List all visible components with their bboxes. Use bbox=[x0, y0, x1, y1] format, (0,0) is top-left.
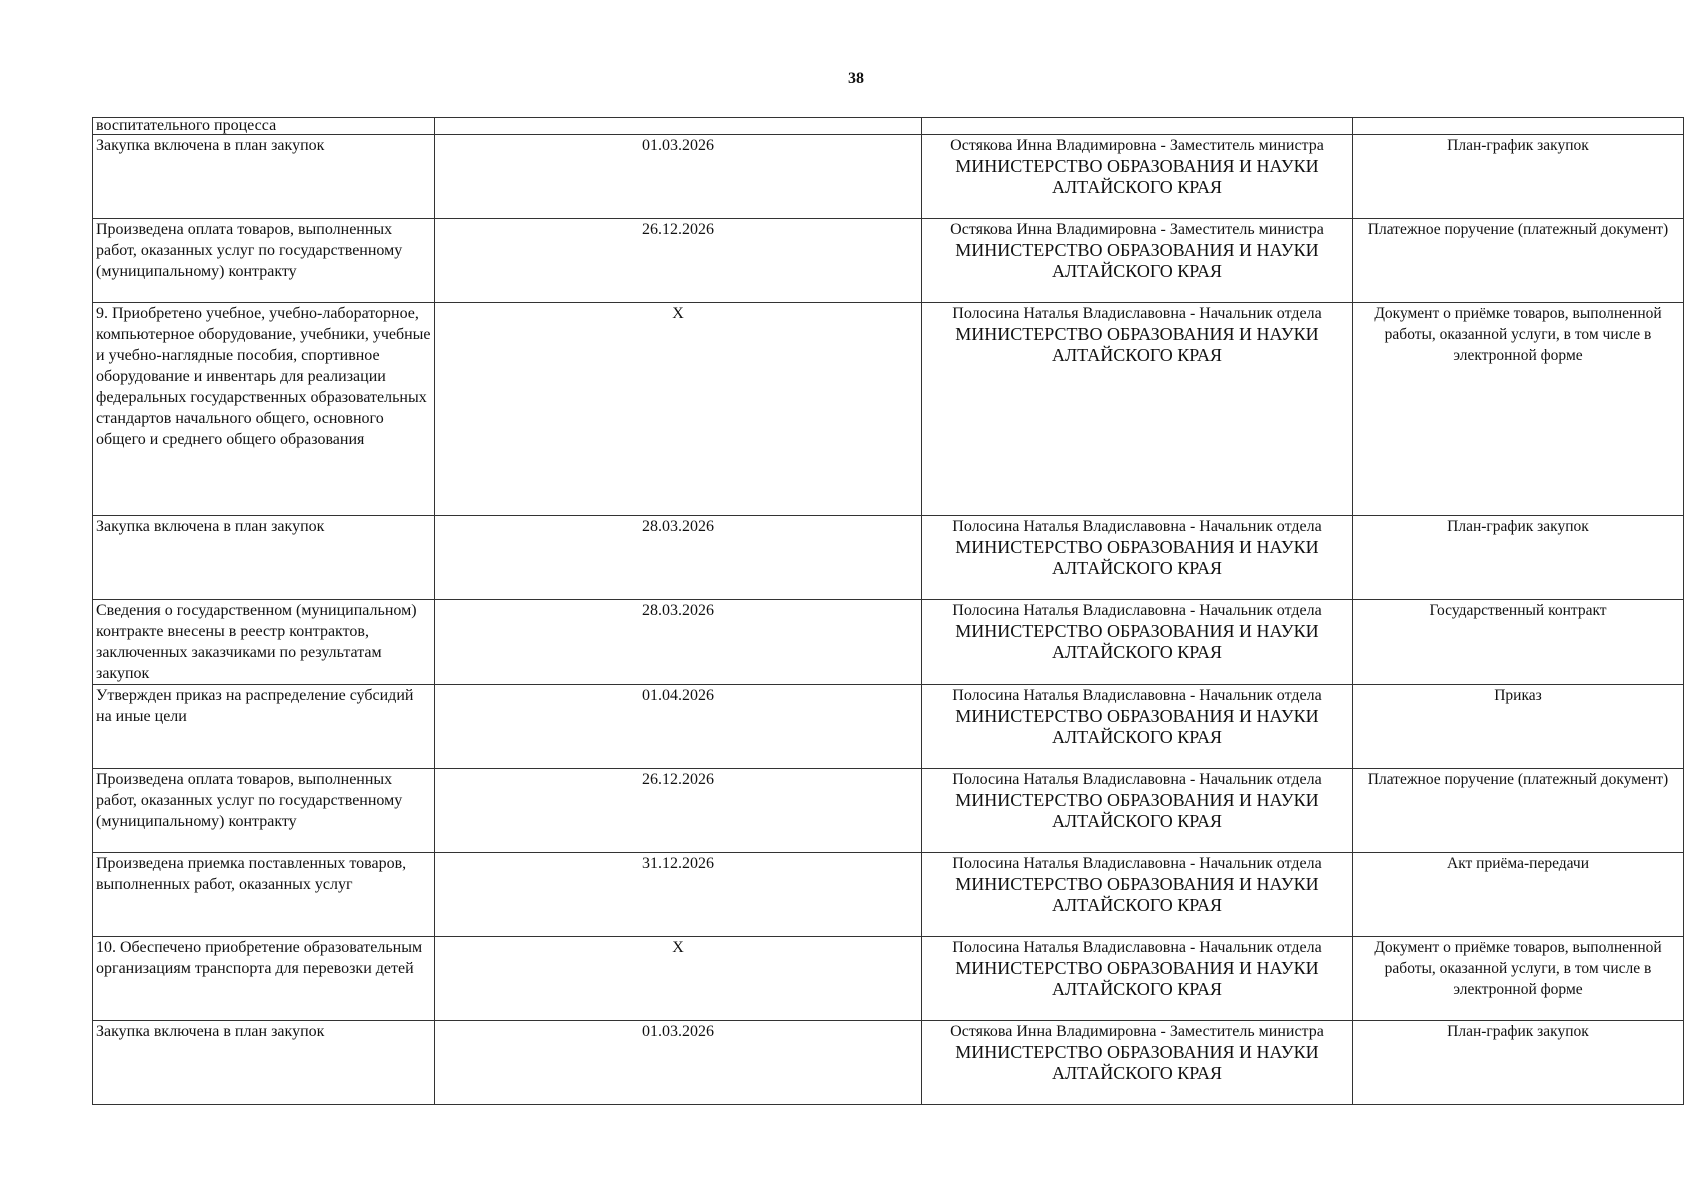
document-cell bbox=[1353, 219, 1684, 303]
table-row bbox=[93, 937, 1684, 1021]
event-cell: Закупка включена в план закупок bbox=[93, 135, 435, 219]
date-cell: 28.03.2026 bbox=[435, 600, 922, 685]
table-row bbox=[93, 516, 1684, 600]
date-cell: X bbox=[435, 937, 922, 1021]
table-row bbox=[93, 118, 1684, 135]
responsible-person: Остякова Инна Владимировна - Заместитель министра bbox=[950, 137, 1324, 154]
event-cell: Произведена оплата товаров, выполненных работ, оказанных услуг по государственному (муниципальному) контракту bbox=[93, 769, 435, 853]
responsible-org: МИНИСТЕРСТВО ОБРАЗОВАНИЯ И НАУКИ АЛТАЙСКОГО КРАЯ bbox=[955, 240, 1319, 281]
responsible-person: Полосина Наталья Владиславовна - Начальник отдела bbox=[952, 518, 1322, 535]
responsible-org: МИНИСТЕРСТВО ОБРАЗОВАНИЯ И НАУКИ АЛТАЙСКОГО КРАЯ bbox=[955, 706, 1319, 747]
date-cell: 01.03.2026 bbox=[435, 135, 922, 219]
date-cell bbox=[435, 118, 922, 135]
responsible-person: Полосина Наталья Владиславовна - Начальник отдела bbox=[952, 602, 1322, 619]
document-type: Документ о приёмке товаров, выполненной работы, оказанной услуги, в том числе в электронной форме bbox=[1374, 305, 1662, 364]
document-type: Платежное поручение (платежный документ) bbox=[1367, 221, 1669, 238]
table-row bbox=[93, 303, 1684, 516]
table-row bbox=[93, 685, 1684, 769]
responsible-cell bbox=[922, 516, 1353, 600]
event-cell: 9. Приобретено учебное, учебно-лабораторное, компьютерное оборудование, учебники, учебные и учебно-наглядные пособия, спортивное оборудование и инвентарь для реализации федеральных государственных образовательных стандартов начального общего, основного общего и среднего общего образования bbox=[93, 303, 435, 516]
document-cell bbox=[1353, 303, 1684, 516]
date-cell: 26.12.2026 bbox=[435, 219, 922, 303]
document-cell bbox=[1353, 135, 1684, 219]
document-type: План-график закупок bbox=[1447, 518, 1589, 535]
table-row bbox=[93, 600, 1684, 685]
event-cell: воспитательного процесса bbox=[93, 118, 435, 135]
responsible-org: МИНИСТЕРСТВО ОБРАЗОВАНИЯ И НАУКИ АЛТАЙСКОГО КРАЯ bbox=[955, 537, 1319, 578]
document-cell bbox=[1353, 1021, 1684, 1105]
table-row bbox=[93, 219, 1684, 303]
responsible-org: МИНИСТЕРСТВО ОБРАЗОВАНИЯ И НАУКИ АЛТАЙСКОГО КРАЯ bbox=[955, 1042, 1319, 1083]
document-type: План-график закупок bbox=[1447, 137, 1589, 154]
document-cell bbox=[1353, 853, 1684, 937]
responsible-cell bbox=[922, 118, 1353, 135]
document-type: Платежное поручение (платежный документ) bbox=[1367, 771, 1669, 788]
document-cell bbox=[1353, 685, 1684, 769]
responsible-person: Полосина Наталья Владиславовна - Начальник отдела bbox=[952, 687, 1322, 704]
event-cell: Закупка включена в план закупок bbox=[93, 1021, 435, 1105]
table-row bbox=[93, 1021, 1684, 1105]
responsible-org: МИНИСТЕРСТВО ОБРАЗОВАНИЯ И НАУКИ АЛТАЙСКОГО КРАЯ bbox=[955, 156, 1319, 197]
responsible-cell bbox=[922, 769, 1353, 853]
event-cell: Сведения о государственном (муниципальном) контракте внесены в реестр контрактов, заключенных заказчиками по результатам закупок bbox=[93, 600, 435, 685]
responsible-cell bbox=[922, 219, 1353, 303]
responsible-person: Остякова Инна Владимировна - Заместитель министра bbox=[950, 221, 1324, 238]
responsible-person: Полосина Наталья Владиславовна - Начальник отдела bbox=[952, 939, 1322, 956]
date-cell: 01.04.2026 bbox=[435, 685, 922, 769]
date-cell: 31.12.2026 bbox=[435, 853, 922, 937]
responsible-org: МИНИСТЕРСТВО ОБРАЗОВАНИЯ И НАУКИ АЛТАЙСКОГО КРАЯ bbox=[955, 958, 1319, 999]
control-points-table bbox=[92, 117, 1684, 1105]
responsible-cell bbox=[922, 853, 1353, 937]
document-type: План-график закупок bbox=[1447, 1023, 1589, 1040]
responsible-cell bbox=[922, 135, 1353, 219]
page-number: 38 bbox=[848, 70, 864, 87]
document-cell bbox=[1353, 516, 1684, 600]
table-row bbox=[93, 853, 1684, 937]
responsible-person: Остякова Инна Владимировна - Заместитель министра bbox=[950, 1023, 1324, 1040]
date-cell: 01.03.2026 bbox=[435, 1021, 922, 1105]
document-cell bbox=[1353, 600, 1684, 685]
table-row bbox=[93, 769, 1684, 853]
responsible-person: Полосина Наталья Владиславовна - Начальник отдела bbox=[952, 305, 1322, 322]
responsible-cell bbox=[922, 937, 1353, 1021]
responsible-cell bbox=[922, 303, 1353, 516]
responsible-cell bbox=[922, 600, 1353, 685]
event-cell: Закупка включена в план закупок bbox=[93, 516, 435, 600]
responsible-org: МИНИСТЕРСТВО ОБРАЗОВАНИЯ И НАУКИ АЛТАЙСКОГО КРАЯ bbox=[955, 874, 1319, 915]
responsible-person: Полосина Наталья Владиславовна - Начальник отдела bbox=[952, 771, 1322, 788]
document-type: Документ о приёмке товаров, выполненной работы, оказанной услуги, в том числе в электронной форме bbox=[1374, 939, 1662, 998]
table-row bbox=[93, 135, 1684, 219]
document-cell bbox=[1353, 118, 1684, 135]
document-type: Приказ bbox=[1494, 687, 1542, 704]
table-body bbox=[93, 118, 1684, 1105]
event-cell: Утвержден приказ на распределение субсидий на иные цели bbox=[93, 685, 435, 769]
event-cell: Произведена оплата товаров, выполненных работ, оказанных услуг по государственному (муниципальному) контракту bbox=[93, 219, 435, 303]
event-cell: Произведена приемка поставленных товаров, выполненных работ, оказанных услуг bbox=[93, 853, 435, 937]
document-type: Государственный контракт bbox=[1429, 602, 1607, 619]
responsible-person: Полосина Наталья Владиславовна - Начальник отдела bbox=[952, 855, 1322, 872]
event-cell: 10. Обеспечено приобретение образовательным организациям транспорта для перевозки детей bbox=[93, 937, 435, 1021]
document-cell bbox=[1353, 937, 1684, 1021]
responsible-cell bbox=[922, 685, 1353, 769]
document-cell bbox=[1353, 769, 1684, 853]
responsible-org: МИНИСТЕРСТВО ОБРАЗОВАНИЯ И НАУКИ АЛТАЙСКОГО КРАЯ bbox=[955, 621, 1319, 662]
document-type: Акт приёма-передачи bbox=[1447, 855, 1589, 872]
responsible-cell bbox=[922, 1021, 1353, 1105]
date-cell: 28.03.2026 bbox=[435, 516, 922, 600]
responsible-org: МИНИСТЕРСТВО ОБРАЗОВАНИЯ И НАУКИ АЛТАЙСКОГО КРАЯ bbox=[955, 324, 1319, 365]
date-cell: X bbox=[435, 303, 922, 516]
date-cell: 26.12.2026 bbox=[435, 769, 922, 853]
responsible-org: МИНИСТЕРСТВО ОБРАЗОВАНИЯ И НАУКИ АЛТАЙСКОГО КРАЯ bbox=[955, 790, 1319, 831]
